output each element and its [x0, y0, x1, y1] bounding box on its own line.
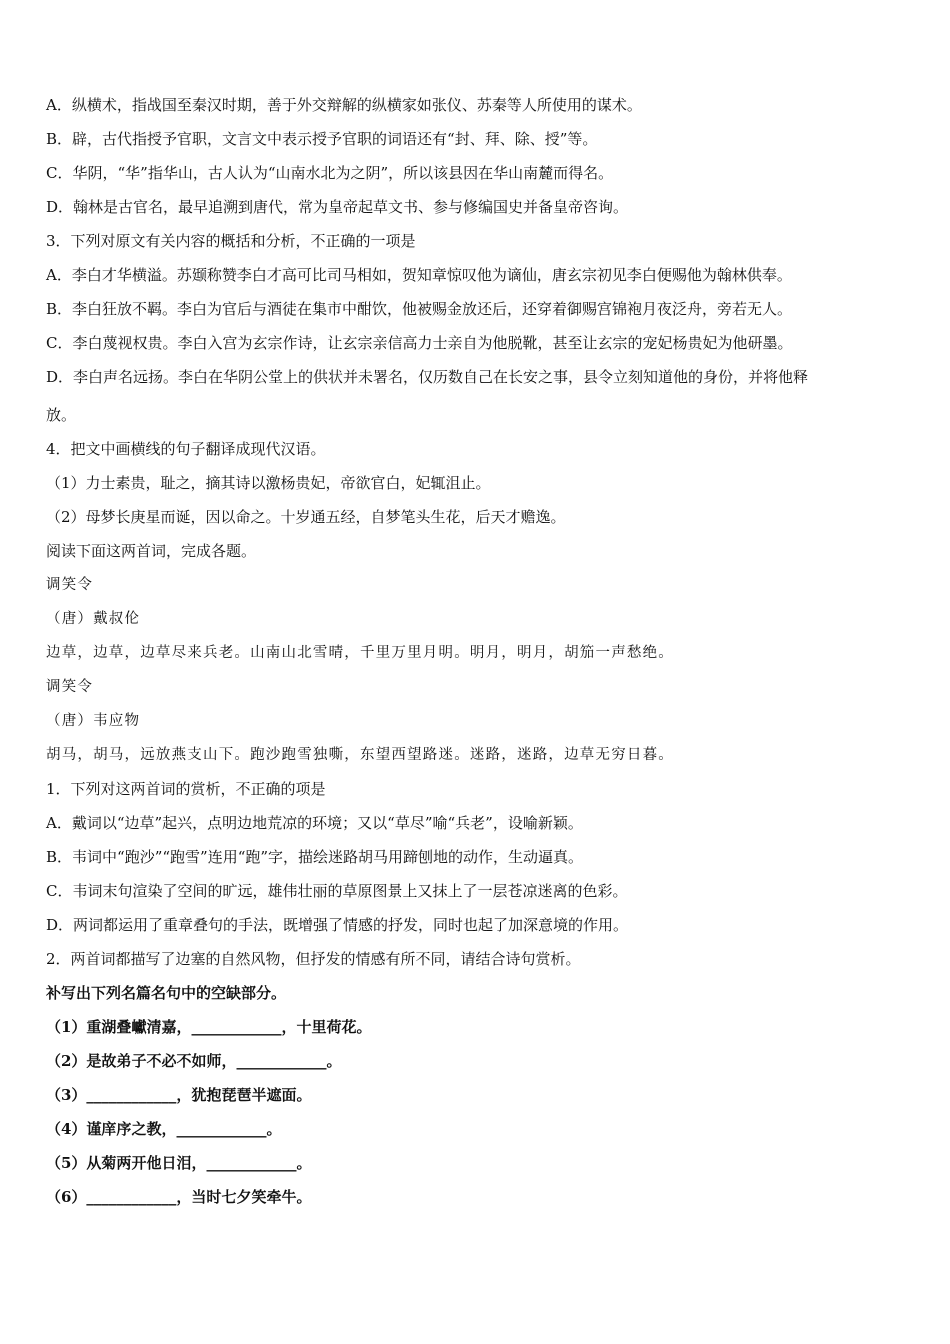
- q3-stem: 3．下列对原文有关内容的概括和分析，不正确的一项是: [46, 232, 416, 250]
- q3-option-d-continued: 放。: [46, 406, 77, 424]
- q3-option-a: A．李白才华横溢。苏颋称赞李白才高可比司马相如，贺知章惊叹他为谪仙，唐玄宗初见李白便赐他为翰林供奉。: [46, 266, 792, 284]
- q4-stem: 4．把文中画横线的句子翻译成现代汉语。: [46, 440, 326, 458]
- poem2-author: （唐）韦应物: [46, 713, 141, 729]
- q3-option-d: D．李白声名远扬。李白在华阴公堂上的供状并未署名，仅历数自己在长安之事，县令立刻知道他的身份，并将他释: [46, 368, 809, 386]
- poems-intro: 阅读下面这两首词，完成各题。: [46, 542, 257, 560]
- poem-q1-option-d: D．两词都运用了重章叠句的手法，既增强了情感的抒发，同时也起了加深意境的作用。: [46, 916, 629, 934]
- poem2-title: 调笑令: [46, 679, 94, 695]
- q2-option-b: B．辟，古代指授予官职，文言文中表示授予官职的词语还有“封、拜、除、授”等。: [46, 130, 598, 148]
- poem-q1-option-a: A．戴词以“边草”起兴，点明边地荒凉的环境；又以“草尽”喻“兵老”，设喻新颖。: [46, 814, 583, 832]
- document-page: [46, 96, 906, 1206]
- fill-in-item-4: （4）谨庠序之教，____________。: [46, 1120, 282, 1138]
- q3-option-b: B．李白狂放不羁。李白为官后与酒徒在集市中酣饮，他被赐金放还后，还穿着御赐宫锦袍月夜泛舟，旁若无人。: [46, 300, 793, 318]
- poem-q2: 2．两首词都描写了边塞的自然风物，但抒发的情感有所不同，请结合诗句赏析。: [46, 950, 581, 968]
- poem1-text: 边草，边草，边草尽来兵老。山南山北雪晴，千里万里月明。明月，明月，胡笳一声愁绝。: [46, 645, 674, 661]
- fill-in-item-5: （5）从菊两开他日泪，____________。: [46, 1154, 312, 1172]
- poem2-text: 胡马，胡马，远放燕支山下。跑沙跑雪独嘶，东望西望路迷。迷路，迷路，边草无穷日暮。: [46, 747, 674, 763]
- poem-q1-option-b: B．韦词中“跑沙”“跑雪”连用“跑”字，描绘迷路胡马用蹄刨地的动作，生动逼真。: [46, 848, 584, 866]
- fill-in-item-2: （2）是故弟子不必不如师，____________。: [46, 1052, 342, 1070]
- q2-option-d: D．翰林是古官名，最早追溯到唐代，常为皇帝起草文书、参与修编国史并备皇帝咨询。: [46, 198, 629, 216]
- poem-q1-option-c: C．韦词末句渲染了空间的旷远，雄伟壮丽的草原图景上又抹上了一层苍凉迷离的色彩。: [46, 882, 628, 900]
- q2-option-c: C．华阴，“华”指华山，古人认为“山南水北为之阴”，所以该县因在华山南麓而得名。: [46, 164, 614, 182]
- q4-item-2: （2）母梦长庚星而诞，因以命之。十岁通五经，自梦笔头生花，后天才赡逸。: [46, 508, 566, 526]
- q3-option-c: C．李白蔑视权贵。李白入宫为玄宗作诗，让玄宗亲信高力士亲自为他脱靴，甚至让玄宗的宠妃杨贵妃为他研墨。: [46, 334, 793, 352]
- poem-q1-stem: 1．下列对这两首词的赏析，不正确的项是: [46, 780, 326, 798]
- q2-option-a: A．纵横术，指战国至秦汉时期，善于外交辩解的纵横家如张仪、苏秦等人所使用的谋术。: [46, 96, 642, 114]
- q4-item-1: （1）力士素贵，耻之，摘其诗以激杨贵妃，帝欲官白，妃辄沮止。: [46, 474, 491, 492]
- poem1-author: （唐）戴叔伦: [46, 611, 141, 627]
- poem1-title: 调笑令: [46, 577, 94, 593]
- fill-in-item-3: （3）____________，犹抱琵琶半遮面。: [46, 1086, 312, 1104]
- fill-in-item-6: （6）____________，当时七夕笑牵牛。: [46, 1188, 312, 1206]
- fill-in-stem: 补写出下列名篇名句中的空缺部分。: [46, 984, 287, 1002]
- fill-in-item-1: （1）重湖叠巘清嘉，____________，十里荷花。: [46, 1018, 372, 1036]
